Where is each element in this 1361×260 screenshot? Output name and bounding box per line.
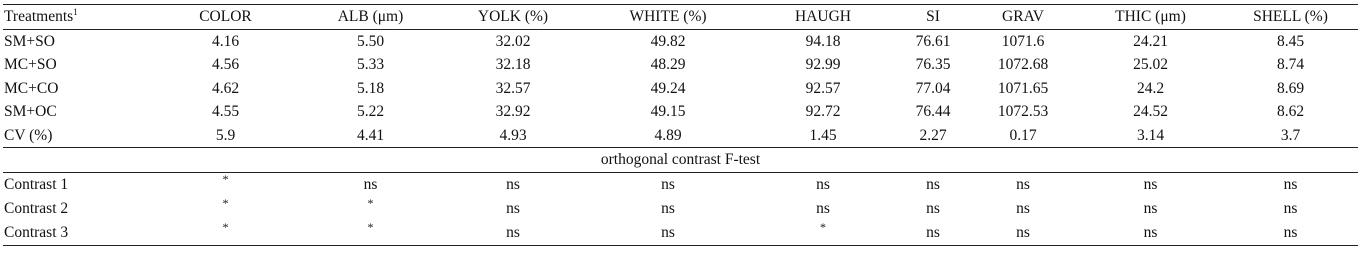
contrast-cell: ns [661,200,675,217]
table-cell: 1071.6 [1001,32,1045,50]
table-cell: 24.21 [1133,32,1168,50]
contrast-cell: ns [438,221,588,246]
table-cell: 1.45 [748,124,898,148]
table-cell: 1071.65 [997,79,1049,97]
contrast-cell: ns [816,200,830,217]
table-cell: 4.41 [303,124,438,148]
table-cell: 92.57 [805,79,841,97]
header-white: WHITE (%) [588,5,748,30]
contrast-caption-row [3,148,1358,173]
table-cell: 49.15 [650,103,686,121]
contrast-label: Contrast 3 [3,221,148,246]
significance-marker: * [222,219,229,234]
treatments-footnote-marker: 1 [73,7,78,18]
table-cell: 24.52 [1133,103,1168,121]
table-cell: 3.14 [1078,124,1223,148]
table-cell: 92.72 [805,103,841,121]
header-thic: THIC (μm) [1078,5,1223,30]
table-cell: 4.93 [438,124,588,148]
table-cell: 4.56 [211,56,240,74]
table-cell: 5.33 [356,56,385,74]
contrast-cell: ns [363,176,378,193]
table-row [3,77,1358,101]
table-row [3,29,1358,53]
contrast-cell: ns [1283,176,1298,193]
table-cell: 5.22 [356,103,385,121]
contrast-cell: ns [1143,200,1158,217]
contrast-label: Contrast 1 [4,176,69,193]
contrast-cell: ns [588,221,748,246]
table-cell: 1072.53 [997,103,1049,121]
table-cell: 92.99 [805,56,841,74]
table-cell: 5.9 [148,124,303,148]
contrast-cell [748,221,898,246]
table-cell: 4.16 [211,32,240,50]
row-label: CV (%) [3,124,148,148]
contrast-row [3,172,1358,197]
contrast-caption: orthogonal contrast F-test [3,148,1358,173]
table-cell: 8.62 [1276,103,1305,121]
contrast-cell: ns [1016,176,1030,193]
contrast-cell [303,221,438,246]
table-cell: 48.29 [650,56,686,74]
table-cell: 8.69 [1276,79,1305,97]
contrast-cell [303,197,438,221]
table-cell: 32.18 [495,56,531,74]
egg-quality-table [3,4,1358,246]
contrast-cell: ns [926,176,940,193]
contrast-row [3,197,1358,221]
table-cell: 8.45 [1276,32,1305,50]
table-cell: 5.50 [356,32,385,50]
table-cell: 32.02 [495,32,531,50]
table-cell: 0.17 [968,124,1078,148]
contrast-cell: ns [816,176,830,193]
header-si: SI [898,5,968,30]
header-grav: GRAV [968,5,1078,30]
table-cell: 76.44 [915,103,951,121]
contrast-cell [148,172,303,197]
header-color: COLOR [148,5,303,30]
row-label: SM+SO [4,32,55,50]
table-cell: 8.74 [1276,56,1305,74]
table-cell: 25.02 [1133,56,1168,74]
table-cell: 76.61 [915,32,951,50]
contrast-cell: ns [1143,176,1158,193]
significance-marker: * [367,195,374,210]
table-cell: 4.55 [211,103,240,121]
table-cell: 2.27 [898,124,968,148]
row-label: MC+SO [4,56,57,74]
significance-marker: * [222,171,229,186]
contrast-cell: ns [968,221,1078,246]
row-label: MC+CO [4,79,59,97]
header-treatments-label: Treatments [4,8,74,26]
header-shell: SHELL (%) [1223,5,1358,30]
contrast-cell: ns [506,200,520,217]
header-treatments [3,5,148,30]
table-cell: 24.2 [1136,79,1165,97]
significance-marker: * [367,219,374,234]
contrast-cell: ns [1283,200,1298,217]
table-cell: 77.04 [915,79,951,97]
contrast-label: Contrast 2 [4,200,69,217]
table-row [3,53,1358,77]
contrast-cell: ns [1016,200,1030,217]
contrast-cell: ns [926,200,940,217]
contrast-cell: ns [1078,221,1223,246]
table-cell: 4.89 [588,124,748,148]
table-cell: 32.57 [495,79,531,97]
table-cell: 32.92 [495,103,531,121]
header-yolk: YOLK (%) [438,5,588,30]
contrast-cell: ns [1223,221,1358,246]
table-cell: 5.18 [356,79,385,97]
header-haugh: HAUGH [748,5,898,30]
contrast-cell: ns [506,176,520,193]
contrast-cell: ns [898,221,968,246]
contrast-cell: ns [661,176,675,193]
table-row [3,100,1358,124]
significance-marker: * [820,219,826,234]
row-label: SM+OC [4,103,57,121]
header-row [3,5,1358,30]
contrast-cell [148,221,303,246]
table-cell: 94.18 [805,32,841,50]
contrast-row [3,221,1358,246]
table-cell: 4.62 [211,79,240,97]
table-row-cv [3,124,1358,148]
table-cell: 3.7 [1223,124,1358,148]
significance-marker: * [222,195,229,210]
table-cell: 1072.68 [997,56,1049,74]
table-cell: 76.35 [915,56,951,74]
table-cell: 49.82 [650,32,686,50]
header-alb: ALB (μm) [303,5,438,30]
contrast-cell [148,197,303,221]
table-cell: 49.24 [650,79,686,97]
